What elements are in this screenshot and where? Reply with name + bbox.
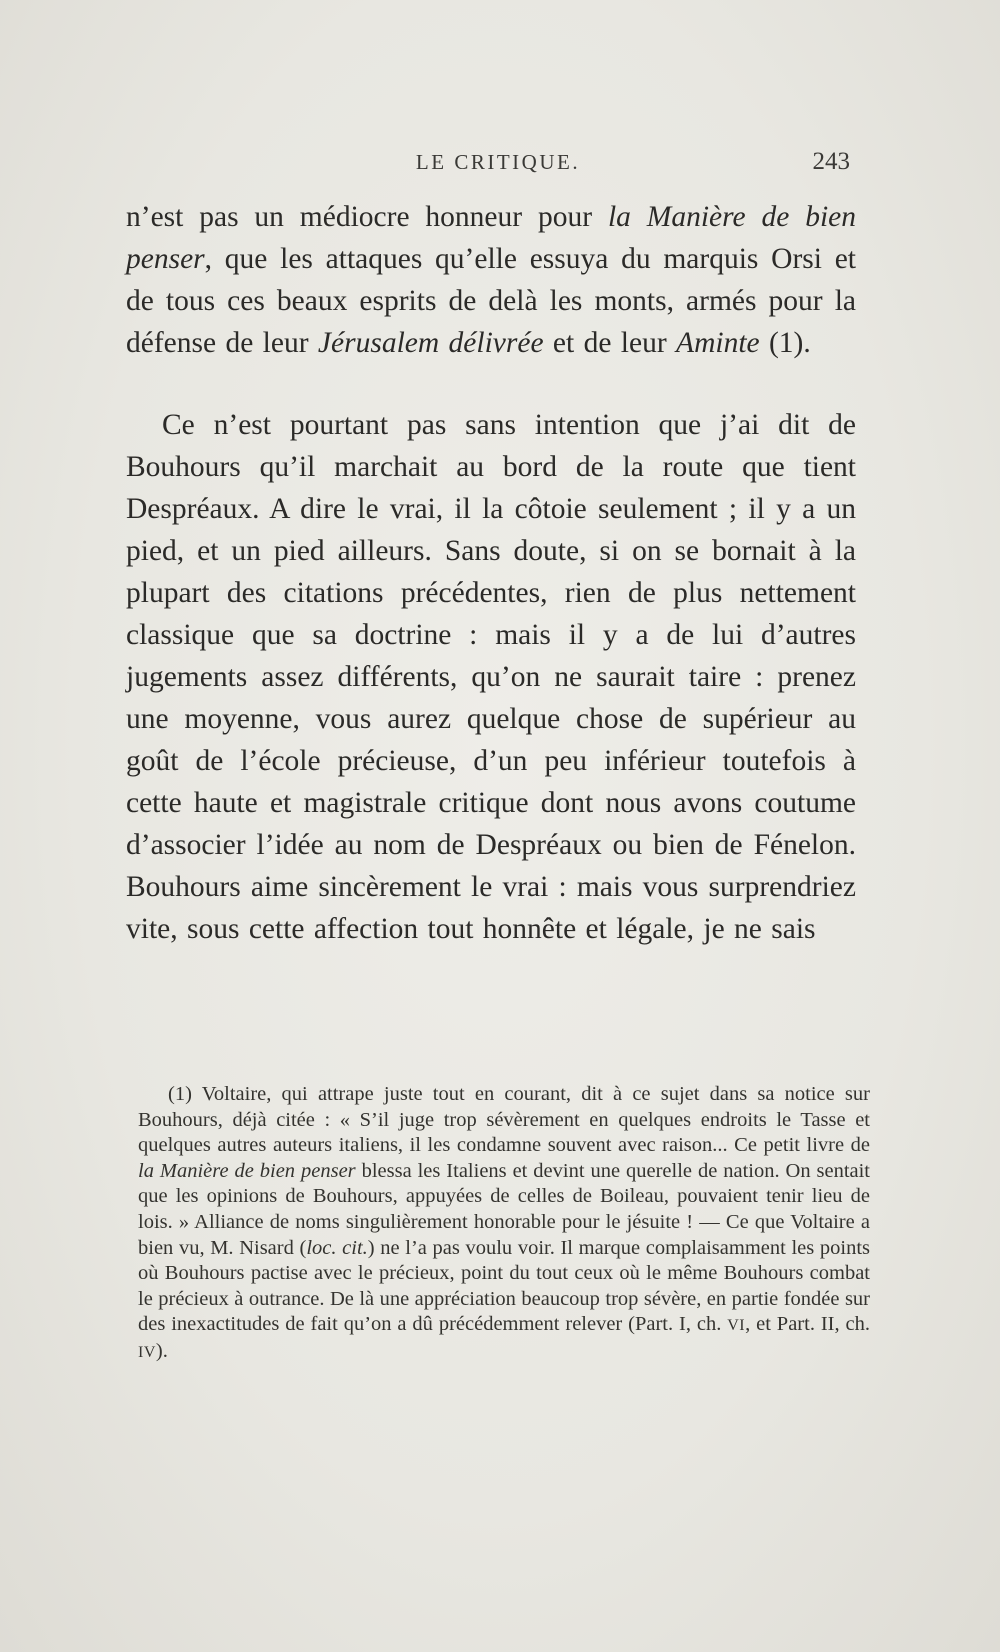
paragraph-2: Ce n’est pourtant pas sans intention que j’ai dit de Bouhours qu’il marchait au bord de la route que tient Despréaux. A dire le vrai, il la côtoie seulement ; il y a un pied, et un pied ailleurs. Sans doute, si on se bornait à la plupart des citations précédentes, rien de plus nettement classique que sa doctrine : mais il y a de lui d’autres jugements assez différents, qu’on ne saurait taire : prenez une moyenne, vous aurez quelque chose de supérieur au goût de l’école précieuse, d’un peu inférieur toutefois à cette haute et magistrale critique dont nous avons coutume d’associer l’idée au nom de Despréaux ou bien de Fénelon. Bouhours aime sincèrement le vrai : mais vous surprendriez vite, sous cette affection tout honnête et légale, je ne sais [126, 409, 856, 945]
text-run: n’est pas un médiocre honneur pour [126, 201, 608, 233]
main-text [126, 196, 856, 950]
running-title: LE CRITIQUE. [415, 150, 581, 174]
italic-title: Jérusalem délivrée [317, 327, 544, 359]
text-run: et de leur [543, 327, 677, 359]
page-header [136, 150, 860, 184]
footnote-ref: (1). [759, 327, 811, 359]
paragraph-1 [126, 196, 856, 364]
footnote [138, 1082, 870, 1366]
footnote-text [138, 1082, 870, 1366]
italic-title: Aminte [676, 327, 760, 359]
text-run: ). [155, 1339, 168, 1362]
chapter-numeral: IV [138, 1343, 156, 1361]
italic-title: la Manière de bien penser [126, 201, 856, 275]
italic-citation: loc. cit. [306, 1236, 368, 1259]
chapter-numeral: VI [727, 1317, 746, 1335]
text-run: (1) Voltaire, qui attrape juste tout en courant, dit à ce sujet dans sa notice sur Bouhours, déjà citée : « S’il juge trop sévèrement en quelques endroits le Tasse et quelques autres auteurs italiens, il les condamne souvent avec raison... Ce petit livre de [138, 1083, 870, 1157]
text-run: , et Part. II, ch. [745, 1313, 870, 1336]
text-run: , que les attaques qu’elle essuya du marquis Orsi et de tous ces beaux esprits de delà les monts, armés pour la défense de leur [126, 243, 856, 359]
italic-title: la Manière de bien penser [138, 1159, 356, 1182]
text-run: ) ne l’a pas voulu voir. Il marque complaisamment les points où Bouhours pactise avec le précieux, point du tout ceux où le même Bouhours combat le précieux à outrance. De là une appréciation beaucoup trop sévère, en partie fondée sur des inexactitudes de fait qu’on a dû précédemment relever (Part. I, ch. [138, 1236, 870, 1336]
page-number: 243 [812, 148, 850, 175]
text-run: blessa les Italiens et devint une querelle de nation. On sentait que les opinions de Bouhours, appuyées de celles de Boileau, pouvaient tenir lieu de lois. » Alliance de noms singulièrement honorable pour le jésuite ! — Ce que Voltaire a bien vu, M. Nisard ( [138, 1159, 871, 1259]
